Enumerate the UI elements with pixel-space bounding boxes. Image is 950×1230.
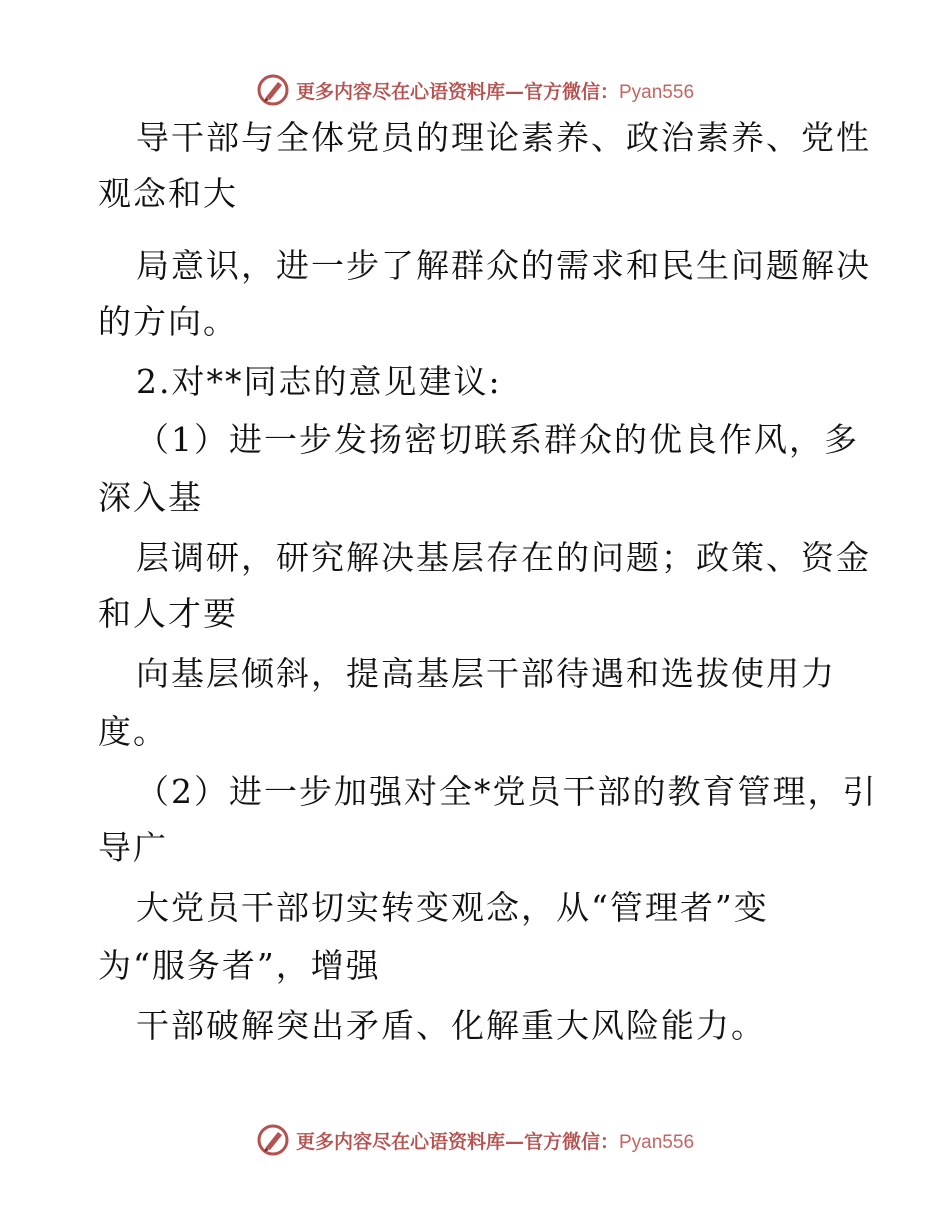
pen-logo-icon	[256, 1123, 290, 1157]
text-line: 的方向。	[98, 302, 238, 341]
header-watermark	[0, 70, 950, 110]
watermark-id: Pyan556	[619, 1131, 695, 1153]
pen-logo-icon	[256, 73, 290, 107]
text-line: 2.对**同志的意见建议:	[136, 362, 502, 401]
text-line: 观念和大	[98, 174, 238, 213]
text-line: 为“服务者”，增强	[98, 946, 381, 985]
text-line: （2）进一步加强对全*党员干部的教育管理，引	[136, 772, 878, 811]
watermark-text: 更多内容尽在心语资料库—官方微信：	[295, 80, 619, 103]
text-line: 和人才要	[98, 594, 238, 633]
text-line: 大党员干部切实转变观念，从“管理者”变	[136, 888, 769, 927]
text-line: 干部破解突出矛盾、化解重大风险能力。	[136, 1006, 766, 1045]
text-line: 向基层倾斜，提高基层干部待遇和选拔使用力	[136, 654, 836, 693]
text-line: 度。	[98, 712, 168, 751]
text-line: 导广	[98, 828, 168, 867]
footer-watermark	[0, 1120, 950, 1160]
watermark-id: Pyan556	[619, 81, 695, 103]
text-line: 导干部与全体党员的理论素养、政治素养、党性	[136, 118, 871, 157]
text-line: （1）进一步发扬密切联系群众的优良作风，多	[136, 420, 859, 459]
text-line: 层调研，研究解决基层存在的问题；政策、资金	[136, 538, 871, 577]
text-line: 深入基	[98, 478, 203, 517]
watermark-text: 更多内容尽在心语资料库—官方微信：	[295, 1130, 619, 1153]
text-line: 局意识，进一步了解群众的需求和民生问题解决	[136, 246, 871, 285]
